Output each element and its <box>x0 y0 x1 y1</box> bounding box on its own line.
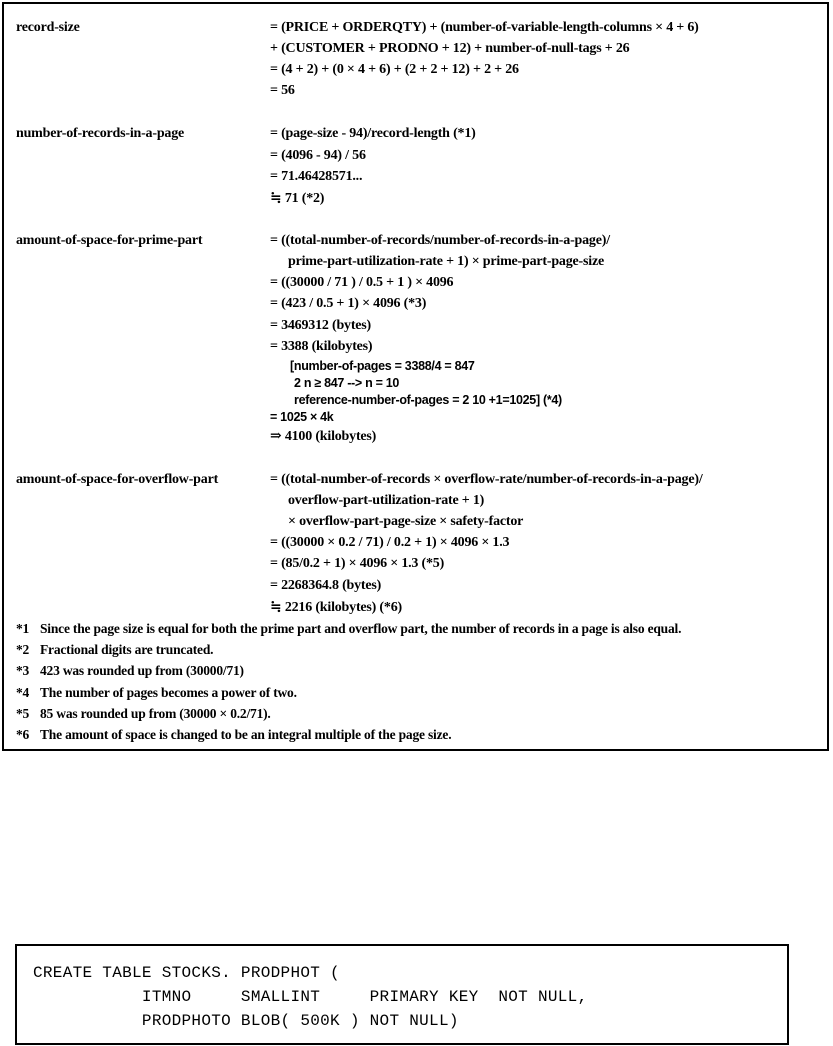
term-record-size: record-size <box>16 20 80 35</box>
prime-part-line-9: reference-number-of-pages = 2 10 +1=1025] (*4) <box>294 393 562 407</box>
footnote-5-mark: *5 <box>16 706 30 721</box>
sql-line-2: ITMNO SMALLINT PRIMARY KEY NOT NULL, <box>33 988 588 1006</box>
footnote-4 <box>16 685 297 701</box>
prime-part-line-8: 2 n ≥ 847 --> n = 10 <box>294 376 400 390</box>
record-size-line-3: = (4 + 2) + (0 × 4 + 6) + (2 + 2 + 12) + 2 + 26 <box>270 62 519 77</box>
overflow-part-line-6: = 2268364.8 (bytes) <box>270 578 382 593</box>
footnote-5 <box>16 706 271 722</box>
footnote-1-mark: *1 <box>16 621 30 636</box>
sql-line-1: CREATE TABLE STOCKS. PRODPHOT ( <box>33 964 340 982</box>
record-size-line-4: = 56 <box>270 83 295 98</box>
prime-part-line-7: [number-of-pages = 3388/4 = 847 <box>290 359 475 373</box>
prime-part-line-10: = 1025 × 4k <box>270 410 334 424</box>
footnote-4-text: The number of pages becomes a power of two. <box>40 685 297 700</box>
record-size-line-2: + (CUSTOMER + PRODNO + 12) + number-of-null-tags + 26 <box>270 41 630 56</box>
footnote-3-text: 423 was rounded up from (30000/71) <box>40 663 244 678</box>
records-in-page-line-4: ≒ 71 (*2) <box>270 191 325 206</box>
prime-part-line-11: ⇒ 4100 (kilobytes) <box>270 429 377 444</box>
footnote-3 <box>16 663 244 679</box>
overflow-part-line-7: ≒ 2216 (kilobytes) (*6) <box>270 600 402 615</box>
footnote-2 <box>16 642 213 658</box>
overflow-part-line-3: × overflow-part-page-size × safety-factor <box>288 514 524 529</box>
prime-part-line-5: = 3469312 (bytes) <box>270 318 372 333</box>
term-prime-part: amount-of-space-for-prime-part <box>16 233 203 248</box>
prime-part-line-4: = (423 / 0.5 + 1) × 4096 (*3) <box>270 296 427 311</box>
footnote-6 <box>16 727 451 743</box>
records-in-page-line-1: = (page-size - 94)/record-length (*1) <box>270 126 476 141</box>
footnote-1 <box>16 621 681 637</box>
records-in-page-line-3: = 71.46428571... <box>270 169 363 184</box>
overflow-part-line-5: = (85/0.2 + 1) × 4096 × 1.3 (*5) <box>270 556 445 571</box>
footnote-4-mark: *4 <box>16 685 30 700</box>
sql-code-box <box>15 944 789 1045</box>
record-size-line-1: = (PRICE + ORDERQTY) + (number-of-variable-length-columns × 4 + 6) <box>270 20 699 35</box>
prime-part-line-3: = ((30000 / 71 ) / 0.5 + 1 ) × 4096 <box>270 275 454 290</box>
calculation-box <box>2 2 829 751</box>
overflow-part-line-2: overflow-part-utilization-rate + 1) <box>288 493 485 508</box>
footnote-6-mark: *6 <box>16 727 30 742</box>
footnote-2-text: Fractional digits are truncated. <box>40 642 214 657</box>
footnote-2-mark: *2 <box>16 642 30 657</box>
overflow-part-line-4: = ((30000 × 0.2 / 71) / 0.2 + 1) × 4096 × 1.3 <box>270 535 510 550</box>
term-records-in-page: number-of-records-in-a-page <box>16 126 185 141</box>
sql-line-3: PRODPHOTO BLOB( 500K ) NOT NULL) <box>33 1012 459 1030</box>
term-overflow-part: amount-of-space-for-overflow-part <box>16 472 219 487</box>
footnote-1-text: Since the page size is equal for both the prime part and overflow part, the number of records in a page is also equal. <box>40 621 682 636</box>
prime-part-line-6: = 3388 (kilobytes) <box>270 339 373 354</box>
prime-part-line-1: = ((total-number-of-records/number-of-records-in-a-page)/ <box>270 233 610 248</box>
footnote-5-text: 85 was rounded up from (30000 × 0.2/71). <box>40 706 271 721</box>
footnote-3-mark: *3 <box>16 663 30 678</box>
footnote-6-text: The amount of space is changed to be an integral multiple of the page size. <box>40 727 452 742</box>
prime-part-line-2: prime-part-utilization-rate + 1) × prime-part-page-size <box>288 254 604 269</box>
records-in-page-line-2: = (4096 - 94) / 56 <box>270 148 366 163</box>
overflow-part-line-1: = ((total-number-of-records × overflow-rate/number-of-records-in-a-page)/ <box>270 472 703 487</box>
